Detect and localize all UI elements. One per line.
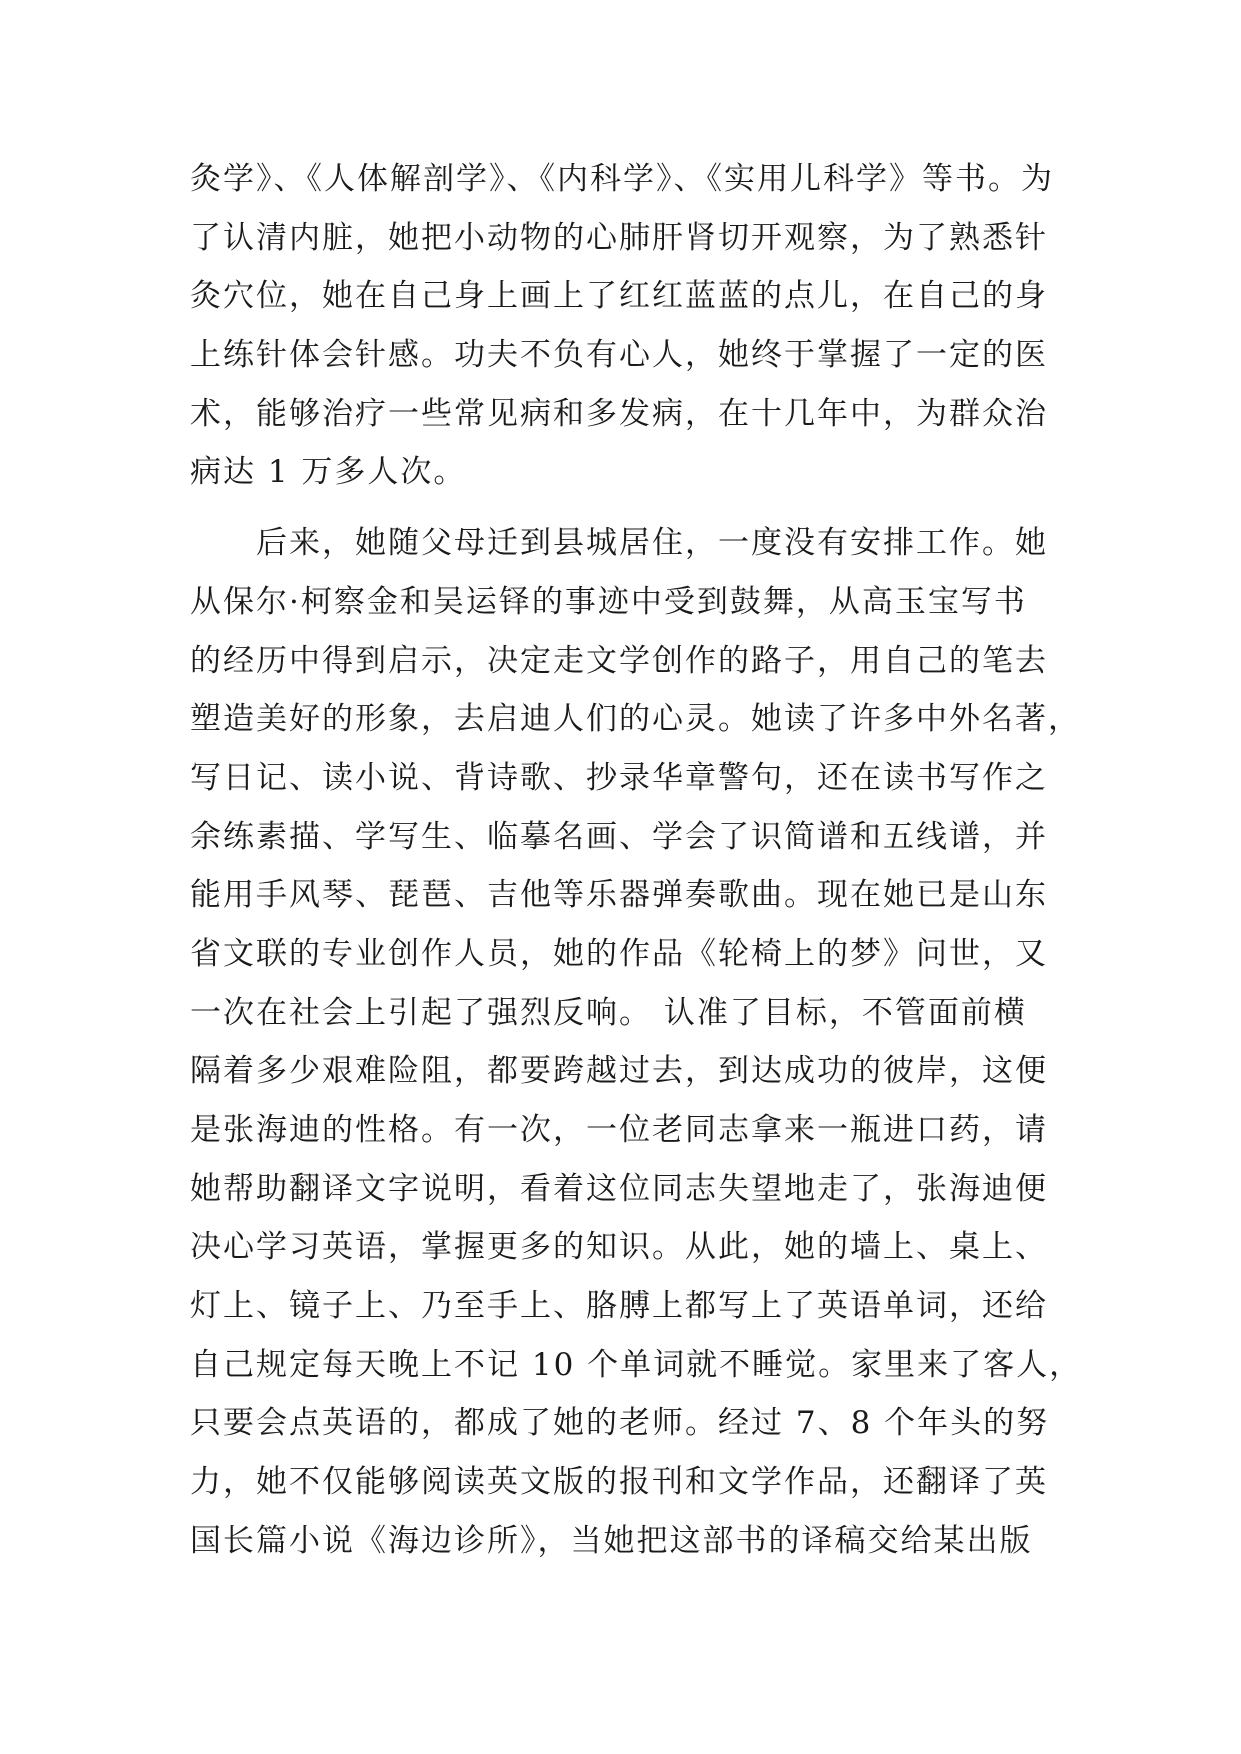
text-line: 灸学》、《人体解剖学》、《内科学》、《实用儿科学》等书。为 [190,161,1054,197]
text-line: 是张海迪的性格。有一次，一位老同志拿来一瓶进口药，请 [190,1112,1048,1148]
text-line: 灸穴位，她在自己身上画上了红红蓝蓝的点儿，在自己的身 [190,278,1048,315]
text-line: 了认清内脏，她把小动物的心肺肝肾切开观察，为了熟悉针 [190,219,1048,256]
text-line: 隔着多少艰难险阻，都要跨越过去，到达成功的彼岸，这便 [190,1053,1048,1090]
body-text [190,150,1083,1571]
paragraph-gap [190,502,1050,514]
text-line: 从保尔·柯察金和吴运铎的事迹中受到鼓舞，从高玉宝写书 [190,583,1027,620]
text-line: 只要会点英语的，都成了她的老师。经过 7、8 个年头的努 [190,1405,1050,1442]
text-line: 省文联的专业创作人员，她的作品《轮椅上的梦》问世，又 [190,935,1048,972]
text-line: 后来，她随父母迁到县城居住，一度没有安排工作。她 [190,525,1048,562]
text-line: 灯上、镜子上、乃至手上、胳膊上都写上了英语单词，还给 [190,1288,1048,1325]
text-line: 她帮助翻译文字说明，看着这位同志失望地走了，张海迪便 [190,1170,1048,1207]
text-line: 能用手风琴、琵琶、吉他等乐器弹奏歌曲。现在她已是山东 [190,877,1048,914]
text-line: 上练针体会针感。功夫不负有心人，她终于掌握了一定的医 [190,337,1048,374]
text-line: 一次在社会上引起了强烈反响。 认准了目标，不管面前横 [190,994,1027,1031]
text-line: 术，能够治疗一些常见病和多发病，在十几年中，为群众治 [190,395,1048,432]
text-line: 力，她不仅能够阅读英文版的报刊和文学作品，还翻译了英 [190,1464,1048,1501]
text-line: 决心学习英语，掌握更多的知识。从此，她的墙上、桌上、 [190,1229,1048,1266]
text-line: 塑造美好的形象，去启迪人们的心灵。她读了许多中外名著， [190,701,1081,738]
text-line: 写日记、读小说、背诗歌、抄录华章警句，还在读书写作之 [190,759,1048,796]
paragraph-2 [190,514,1083,1570]
text-line: 的经历中得到启示，决定走文学创作的路子，用自己的笔去 [190,642,1048,679]
paragraph-1 [190,150,1054,502]
text-line: 余练素描、学写生、临摹名画、学会了识简谱和五线谱，并 [190,818,1048,855]
text-line: 自己规定每天晚上不记 10 个单词就不睡觉。家里来了客人， [190,1346,1083,1383]
text-line: 病达 1 万多人次。 [190,454,467,491]
text-line: 国长篇小说《海边诊所》，当她把这部书的译稿交给某出版 [190,1522,1033,1559]
